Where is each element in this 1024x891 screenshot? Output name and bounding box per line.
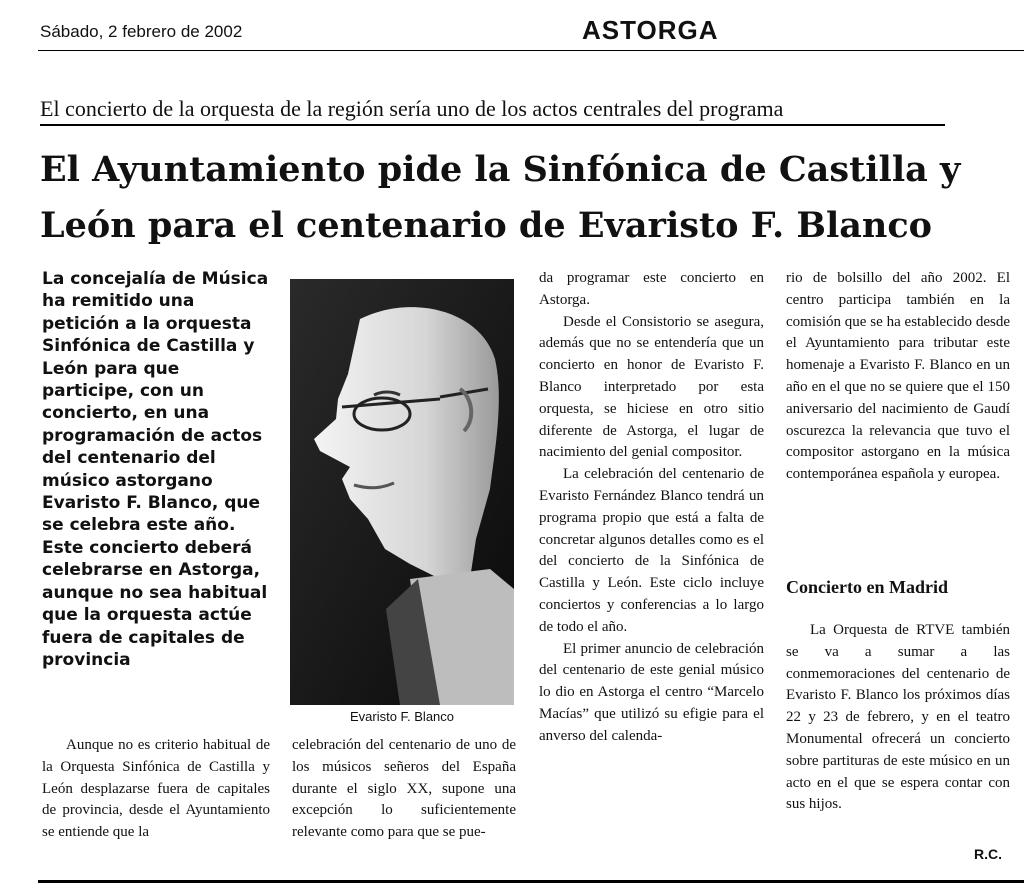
body-column-2 bbox=[292, 735, 516, 844]
paragraph: rio de bolsillo del año 2002. El centro participa también en la comisión que se ha establecido desde el Ayuntamiento para tributar este homenaje a Evaristo F. Blanco en un año en el que no se quiere que el 150 aniversario del nacimiento de Gaudí oscurezca la relevancia que tuvo el compositor astorgano en la música contemporánea española y europea. bbox=[786, 270, 1010, 483]
portrait-photo bbox=[290, 279, 514, 705]
paragraph: La celebración del centenario de Evaristo Fernández Blanco tendrá un programa propio que está a falta de concretar algunos detalles como es el del concierto de la Sinfónica de Castilla y León. Este ciclo incluye conciertos y conferencias a lo largo de todo el año. bbox=[539, 466, 764, 635]
publication-date: Sábado, 2 febrero de 2002 bbox=[40, 22, 243, 41]
body-column-4 bbox=[786, 268, 1010, 486]
paragraph: celebración del centenario de uno de los músicos señeros del España durante el siglo XX, supone una excepción lo suficientemente relevante como para que se pue- bbox=[292, 737, 516, 841]
header-divider bbox=[38, 50, 1024, 51]
photo-caption: Evaristo F. Blanco bbox=[349, 709, 455, 724]
body-column-3 bbox=[539, 268, 764, 748]
paragraph: Aunque no es criterio habitual de la Orquesta Sinfónica de Castilla y León desplazarse fuera de capitales de provincia, desde el Ayuntamiento se entiende que la bbox=[42, 737, 270, 841]
body-column-4-continued bbox=[786, 620, 1010, 816]
author-signature: R.C. bbox=[974, 846, 1002, 862]
article-lead: La concejalía de Música ha remitido una petición a la orquesta Sinfónica de Castilla y León para que participe, con un concierto, en una programación de actos del centenario del músico astorgano Evaristo F. Blanco, que se celebra este año. Este concierto deberá celebrarse en Astorga, aunque no sea habitual que la orquesta actúe fuera de capitales de provincia bbox=[42, 269, 269, 670]
subheading: Concierto en Madrid bbox=[786, 577, 948, 597]
article-kicker: El concierto de la orquesta de la región sería uno de los actos centrales del programa bbox=[40, 96, 784, 121]
portrait-illustration bbox=[290, 279, 514, 705]
footer-divider bbox=[38, 880, 1024, 883]
paragraph: Desde el Consistorio se asegura, además que no se entendería que un concierto en honor de Evaristo F. Blanco interpretado por esta orquesta, se hiciese en otro sitio diferente de Astorga, el lugar de nacimiento del genial compositor. bbox=[539, 313, 764, 461]
kicker-underline bbox=[40, 124, 945, 126]
body-column-1 bbox=[42, 735, 270, 844]
paragraph: da programar este concierto en Astorga. bbox=[539, 270, 764, 308]
paragraph: La Orquesta de RTVE también se va a sumar a las conmemoraciones del centenario de Evaristo F. Blanco los próximos días 22 y 23 de febrero, y en el teatro Monumental ofrecerá un concierto sobre partituras de este músico en un acto en el que se espera contar con sus hijos. bbox=[786, 622, 1010, 813]
article-headline: El Ayuntamiento pide la Sinfónica de Castilla y León para el centenario de Evaristo F. Blanco bbox=[40, 149, 961, 246]
section-title: ASTORGA bbox=[582, 15, 719, 45]
paragraph: El primer anuncio de celebración del centenario de este genial músico lo dio en Astorga el centro “Marcelo Macías” que utilizó su efigie para el anverso del calenda- bbox=[539, 640, 764, 744]
